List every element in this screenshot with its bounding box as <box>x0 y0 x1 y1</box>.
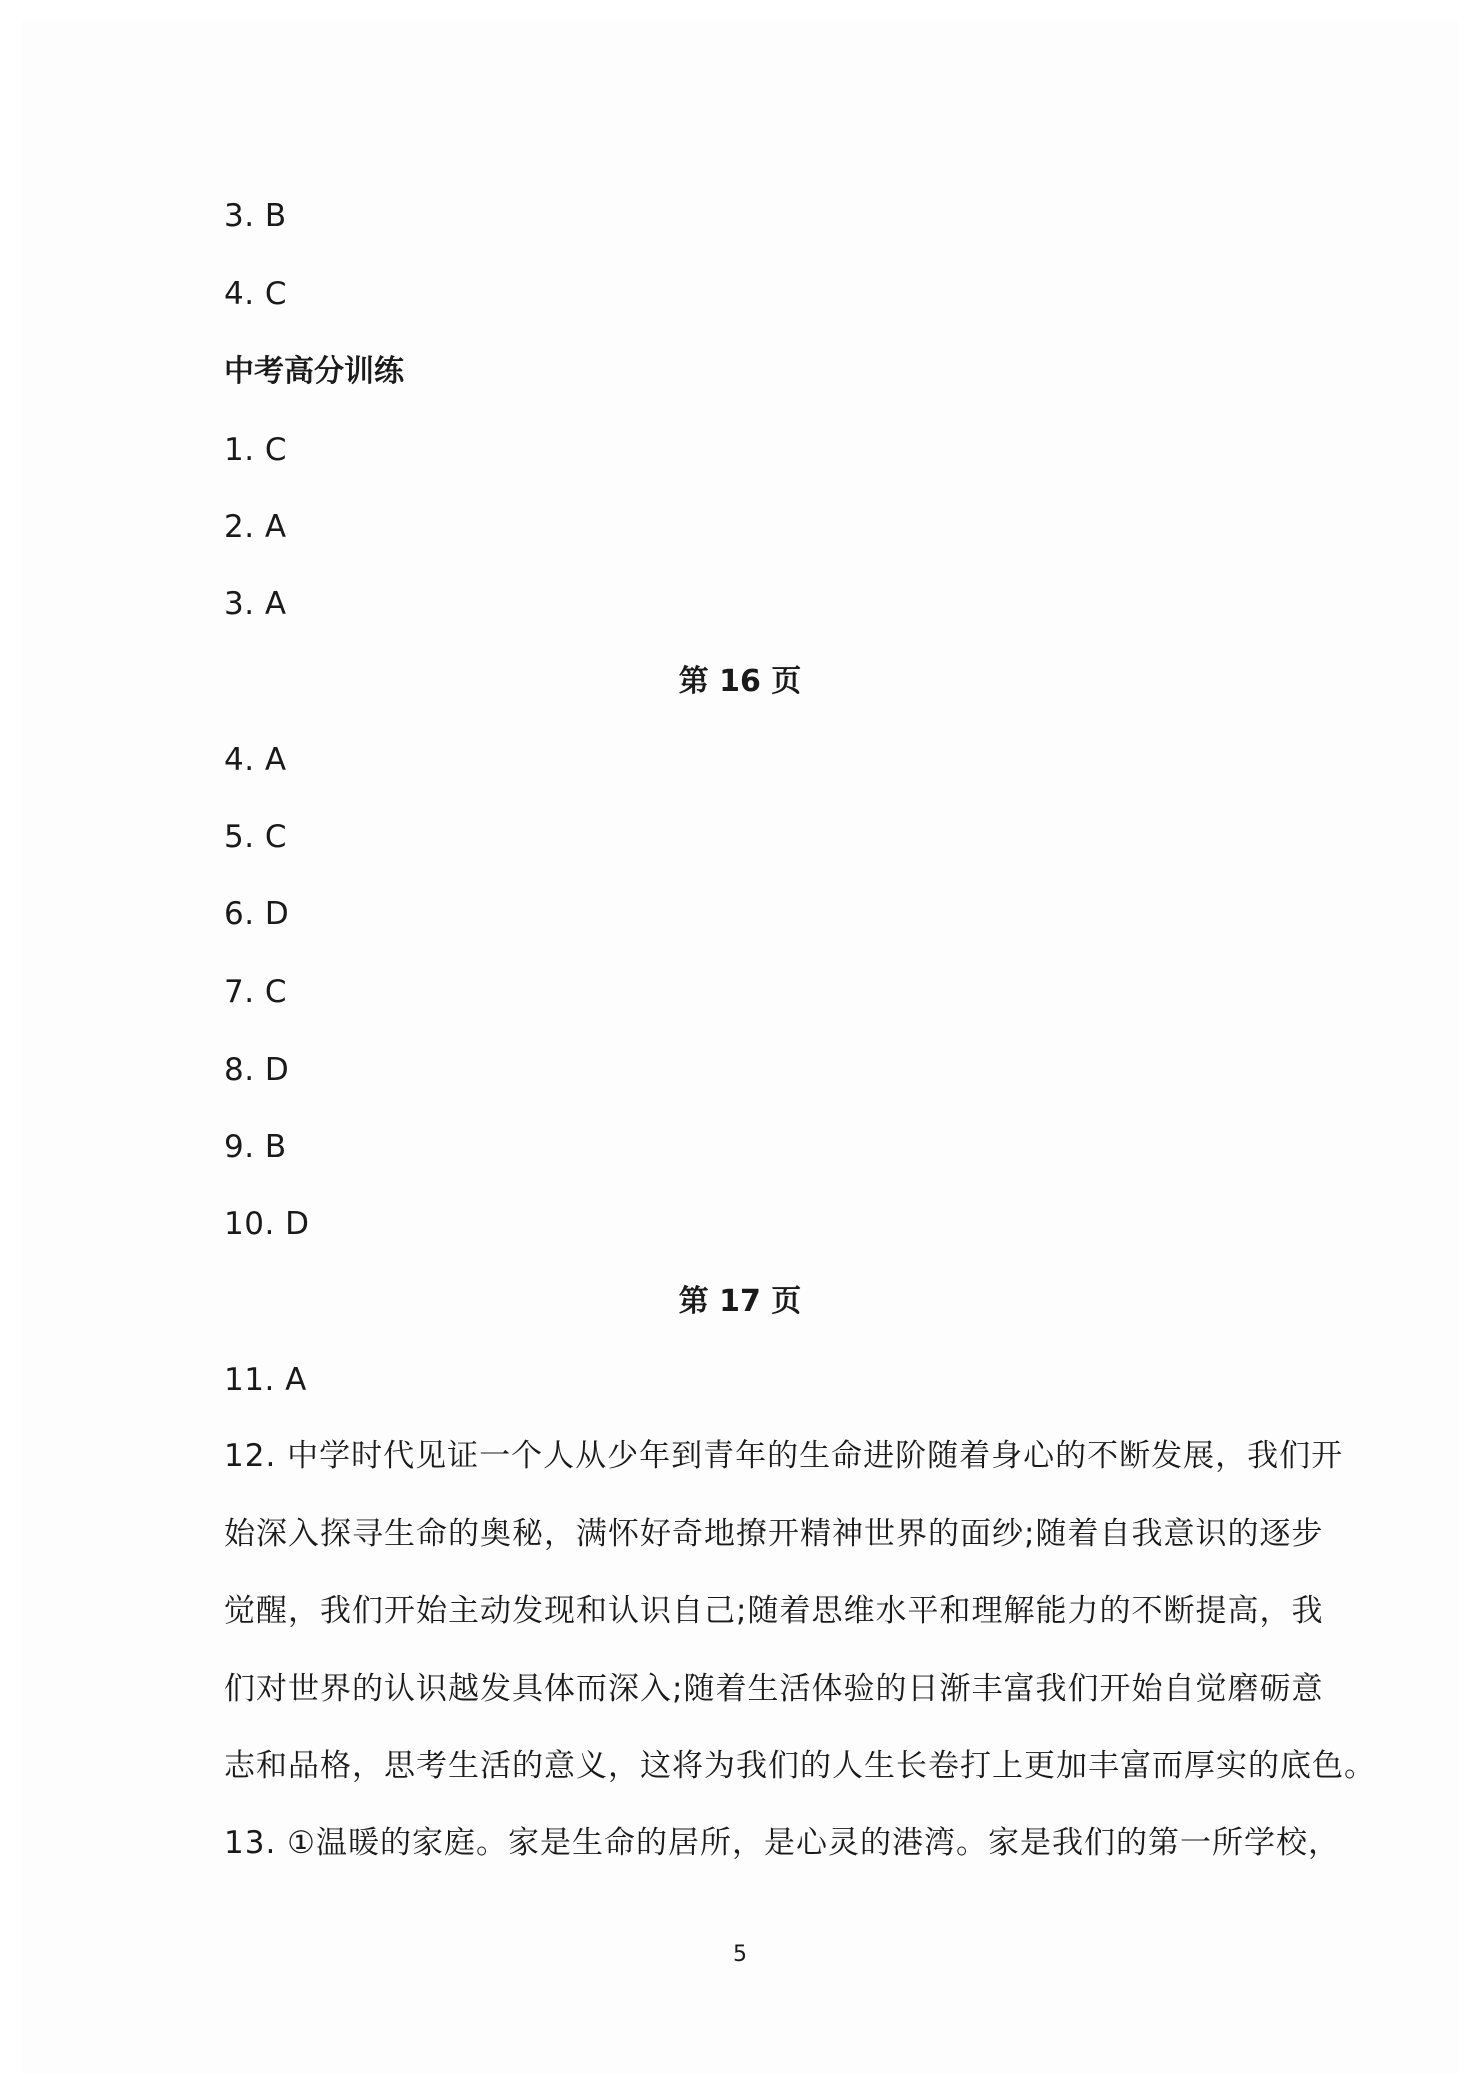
section-heading: 中考高分训练 <box>224 354 404 389</box>
answer-item: 11. A <box>224 1362 307 1398</box>
paragraph-line: 12. 中学时代见证一个人从少年到青年的生命进阶随着身心的不断发展，我们开 <box>224 1438 1344 1474</box>
answer-item: 5. C <box>224 819 288 855</box>
answer-item: 10. D <box>224 1206 310 1242</box>
answer-item: 8. D <box>224 1052 290 1088</box>
answer-item: 4. A <box>224 742 287 778</box>
answer-item: 9. B <box>224 1129 287 1165</box>
page-number: 5 <box>733 1942 747 1967</box>
answer-item: 4. C <box>224 276 288 312</box>
answer-item: 3. A <box>224 586 287 622</box>
page-heading-16: 第 16 页 <box>678 664 802 699</box>
answer-item: 2. A <box>224 509 287 545</box>
paragraph-line: 志和品格，思考生活的意义，这将为我们的人生长卷打上更加丰富而厚实的底色。 <box>224 1748 1376 1784</box>
answer-item: 7. C <box>224 974 288 1010</box>
paragraph-line: 始深入探寻生命的奥秘，满怀好奇地撩开精神世界的面纱;随着自我意识的逐步 <box>224 1515 1324 1552</box>
paragraph-line: 觉醒，我们开始主动发现和认识自己;随着思维水平和理解能力的不断提高，我 <box>224 1593 1324 1629</box>
answer-item: 1. C <box>224 432 288 468</box>
paragraph-line: 们对世界的认识越发具体而深入;随着生活体验的日渐丰富我们开始自觉磨砺意 <box>224 1670 1324 1707</box>
answer-13-paragraph <box>224 1805 1340 1883</box>
paragraph-line: 13. ①温暖的家庭。家是生命的居所，是心灵的港湾。家是我们的第一所学校， <box>224 1825 1340 1861</box>
answer-item: 3. B <box>224 198 287 234</box>
page-heading-17: 第 17 页 <box>678 1284 802 1319</box>
answer-12-paragraph <box>224 1418 1376 1806</box>
answer-item: 6. D <box>224 896 290 932</box>
